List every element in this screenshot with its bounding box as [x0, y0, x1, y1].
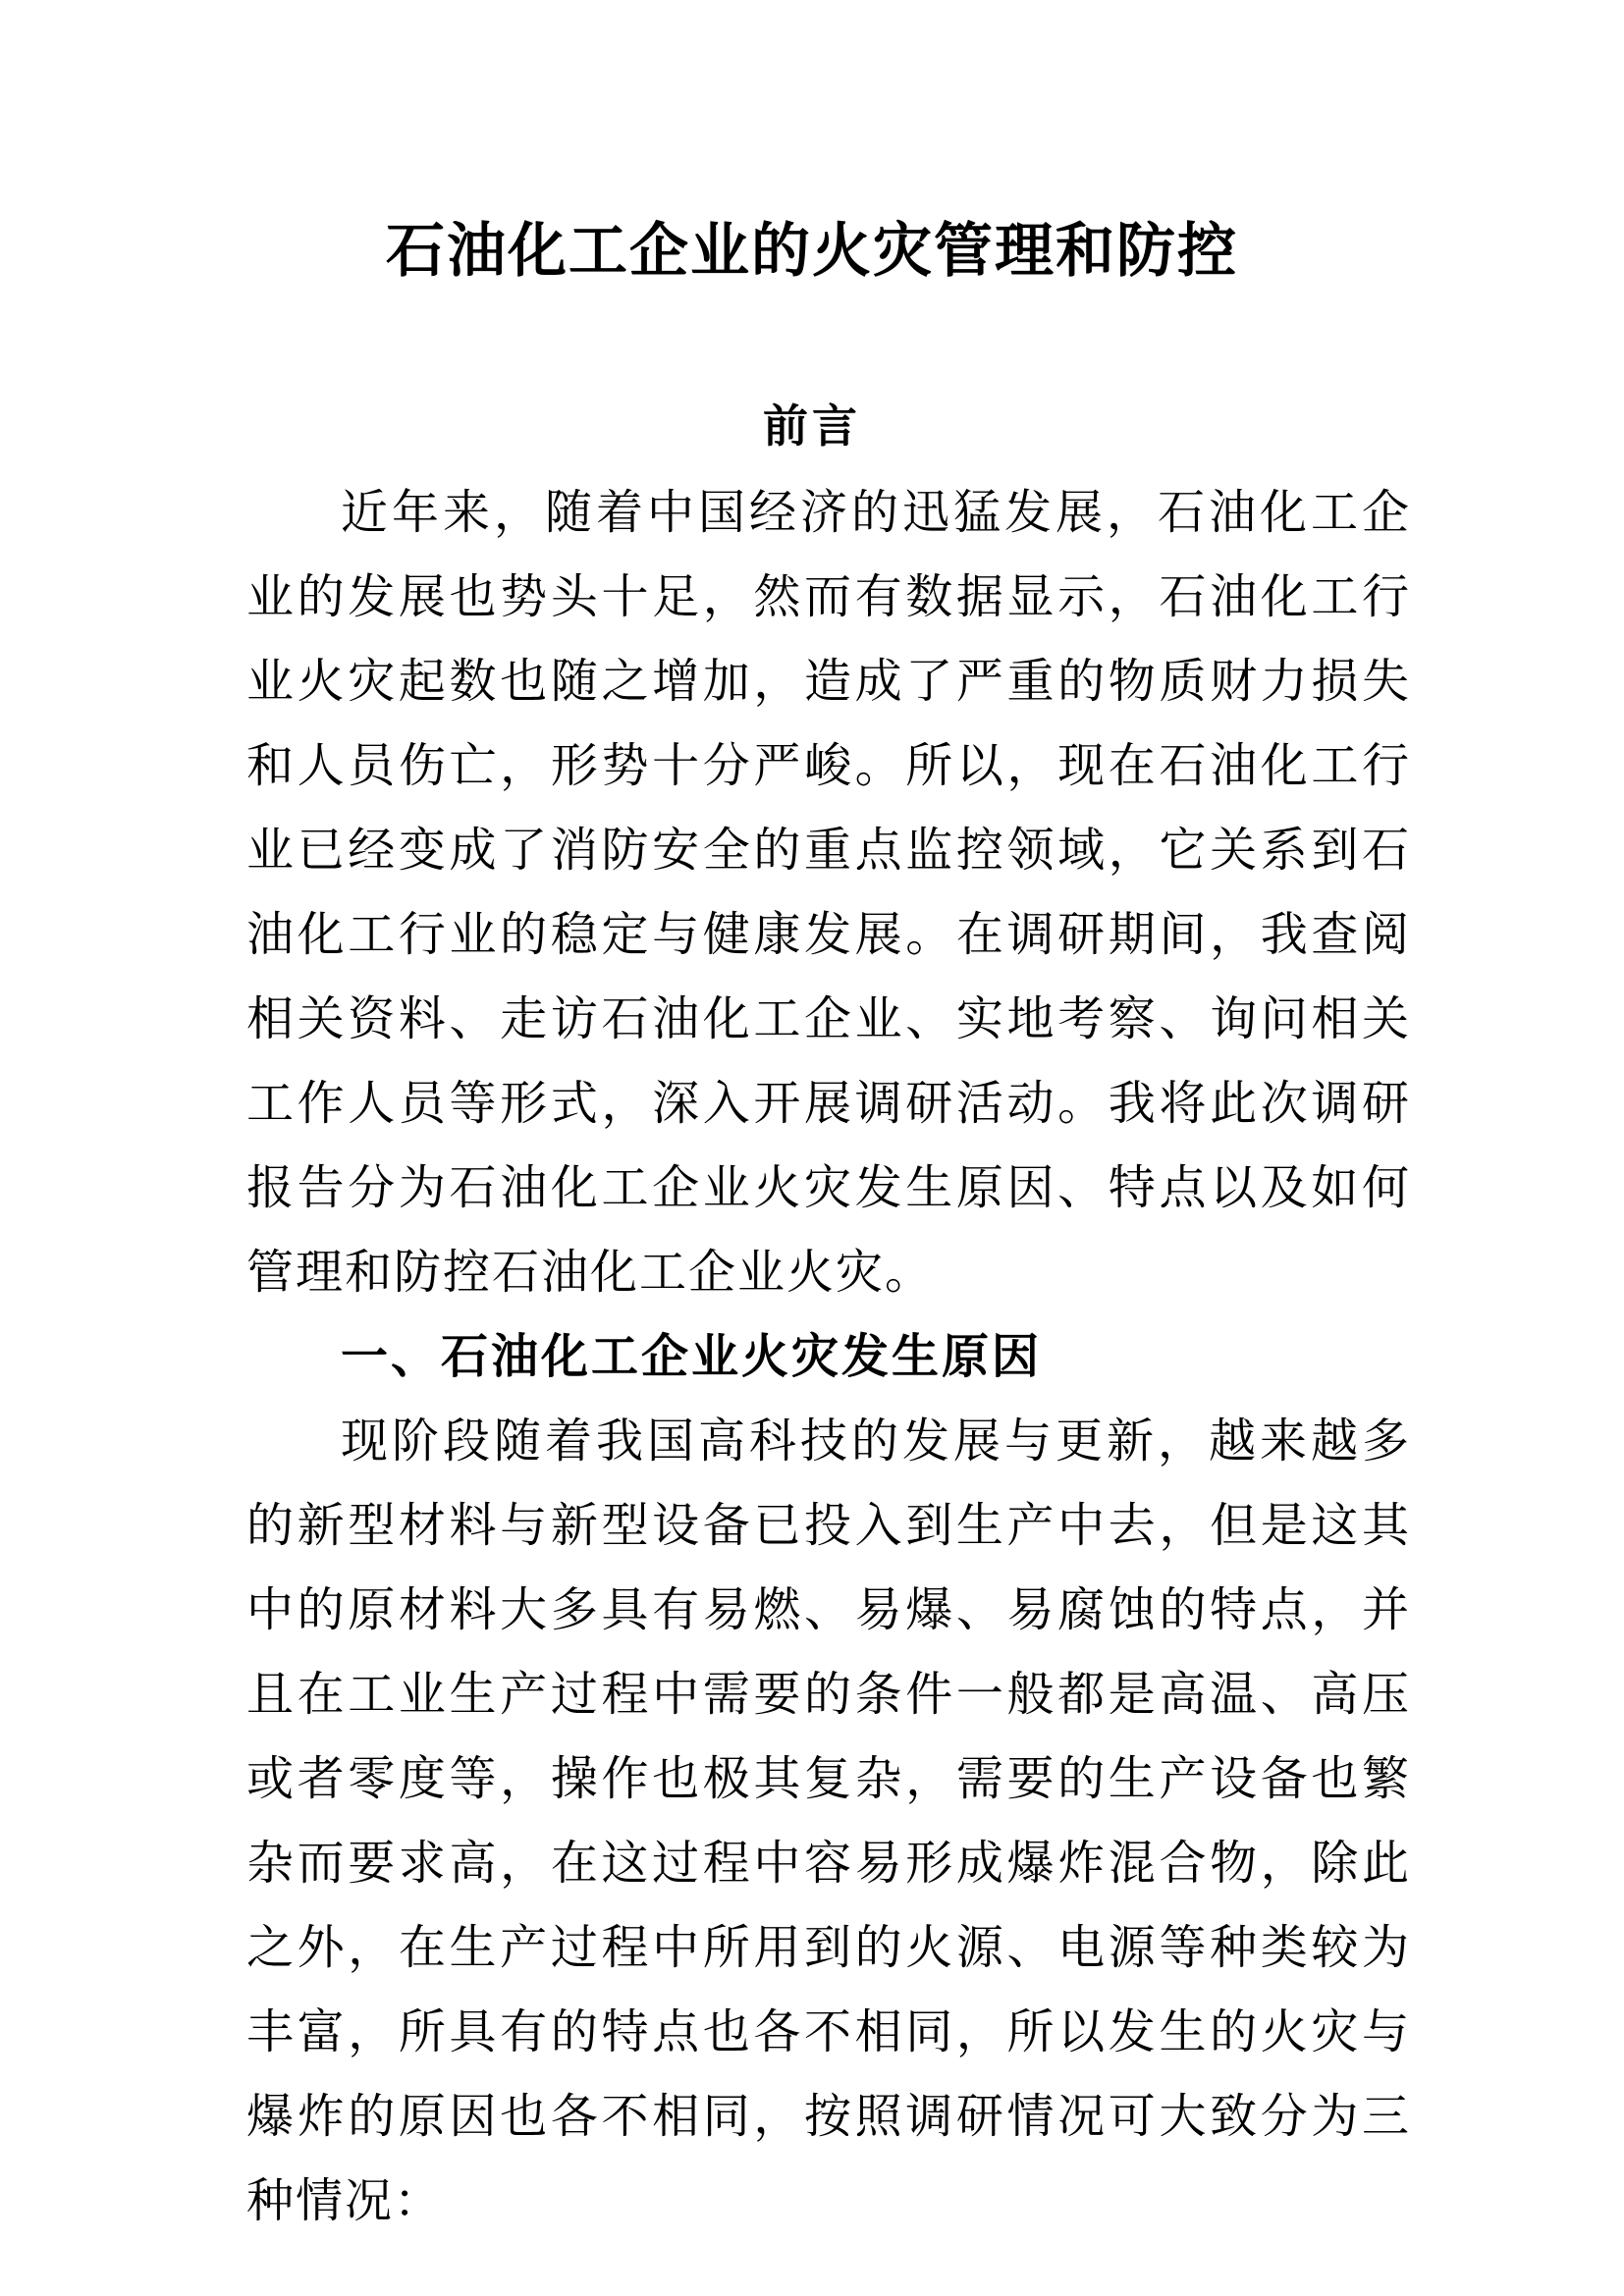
section-1-paragraph: 现阶段随着我国高科技的发展与更新，越来越多的新型材料与新型设备已投入到生产中去，但是这其中的原材料大多具有易燃、易爆、易腐蚀的特点，并且在工业生产过程中需要的条件一般都是高温、高压或者零度等，操作也极其复杂，需要的生产设备也繁杂而要求高，在这过程中容易形成爆炸混合物，除此之外，在生产过程中所用到的火源、电源等种类较为丰富，所具有的特点也各不相同，所以发生的火灾与爆炸的原因也各不相同，按照调研情况可大致分为三种情况：	[246, 1415, 1411, 2227]
foreword-heading: 前言	[763, 401, 861, 452]
section-1-heading: 一、石油化工企业火灾发生原因	[341, 1331, 1043, 1383]
document-body	[246, 471, 1411, 2244]
foreword-paragraph: 近年来，随着中国经济的迅猛发展，石油化工企业的发展也势头十足，然而有数据显示，石油化工行业火灾起数也随之增加，造成了严重的物质财力损失和人员伤亡，形势十分严峻。所以，现在石油化工行业已经变成了消防安全的重点监控领域，它关系到石油化工行业的稳定与健康发展。在调研期间，我查阅相关资料、走访石油化工企业、实地考察、询问相关工作人员等形式，深入开展调研活动。我将此次调研报告分为石油化工企业火灾发生原因、特点以及如何管理和防控石油化工企业火灾。	[246, 487, 1411, 1299]
document-title: 石油化工企业的火灾管理和防控	[386, 218, 1238, 284]
